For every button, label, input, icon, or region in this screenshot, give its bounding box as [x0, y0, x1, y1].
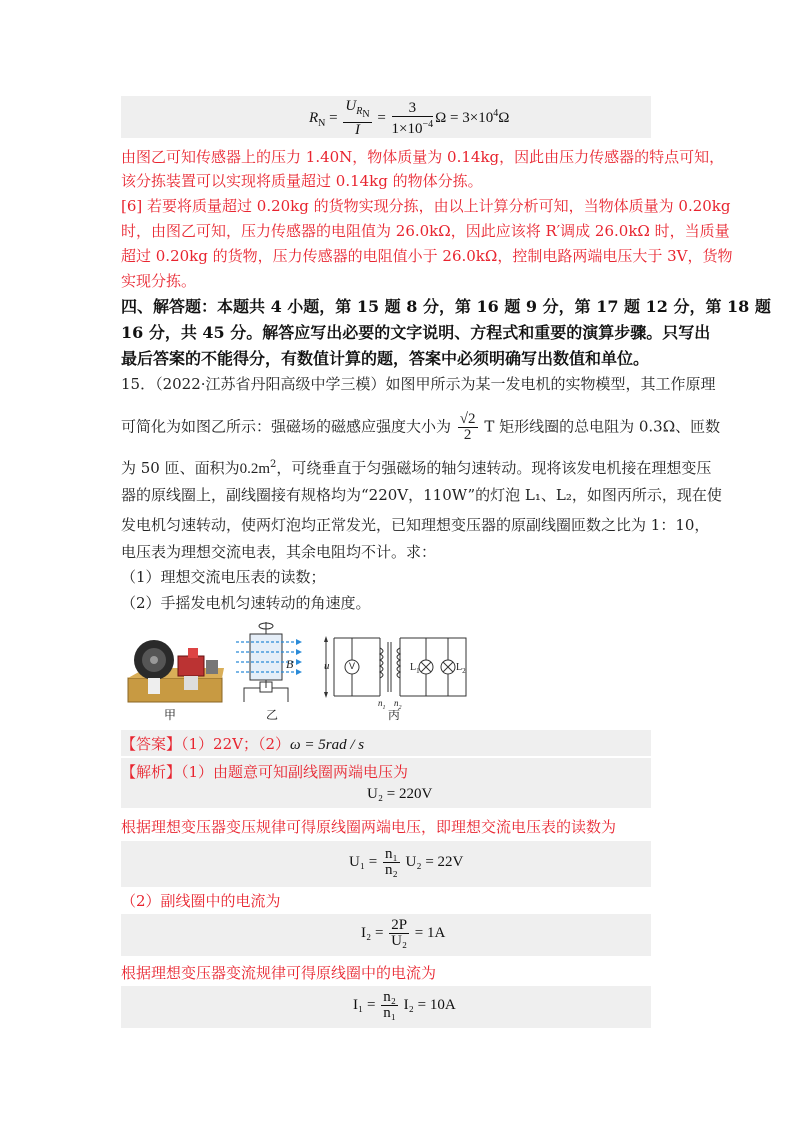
eq2-num: n₁: [385, 846, 398, 862]
equation-u2: U₂ = 220V: [367, 786, 433, 802]
q15-sub1: （1）理想交流电压表的读数；: [121, 568, 326, 586]
figure-label-yi: 乙: [266, 708, 279, 722]
q15-frac-num: √2: [459, 411, 476, 427]
para1-line1: 由图乙可知传感器上的压力 1.40N，物体质量为 0.14kg，因此由压力传感器的特点可知，: [121, 148, 725, 166]
eq4-fraction: [381, 990, 398, 1021]
q15-line4: 器的原线圈上，副线圈接有规格均为“220V，110W”的灯泡 L₁、L₂，如图丙所示，现在使: [121, 486, 722, 504]
eq4-den: n₁: [383, 1005, 396, 1021]
lamp-l1-letter: L: [410, 662, 417, 673]
para6-line2: 时，由图乙可知，压力传感器的电阻值为 26.0kΩ，因此应该将 R′调成 26.0kΩ 时，当质量: [121, 222, 730, 240]
answer-row: [121, 730, 651, 756]
q15-line3: [121, 454, 711, 480]
q15-line5: 发电机匀速转动，使两灯泡均正常发光，已知理想变压器的原副线圈匝数之比为 1：10，: [121, 516, 710, 534]
answer-part2: ω = 5rad / s: [290, 737, 365, 753]
eq-fraction-1: [343, 99, 371, 138]
q15-line6: 电压表为理想交流电表，其余电阻均不计。求：: [121, 543, 437, 561]
coil-diagram: [234, 618, 314, 714]
section4-line3: 最后答案的不能得分，有数值计算的题，答案中必须明确写出数值和单位。: [121, 349, 650, 368]
analysis-text3: （2）副线圈中的电流为: [121, 892, 281, 910]
figure-label-jia: 甲: [164, 708, 177, 722]
eq2-fraction: [383, 847, 400, 878]
field-label-b: B: [286, 657, 294, 671]
turns-n1-letter: n: [378, 698, 383, 708]
eq3-den: U₂: [391, 933, 408, 949]
eq-unit-1: Ω: [435, 109, 447, 126]
eq2-lhs: U₁ =: [349, 853, 378, 870]
para1-line2: 该分拣装置可以实现将质量超过 0.14kg 的物体分拣。: [121, 172, 483, 190]
equation-box-u1: [121, 841, 651, 887]
eq4-lhs: I₁ =: [353, 996, 376, 1013]
eq4-rhs: I₂ = 10A: [403, 996, 456, 1013]
para6-line3: 超过 0.20kg 的货物，压力传感器的电阻值小于 26.0kΩ，控制电路两端电压大于 3V，货物: [121, 247, 733, 265]
analysis-tag: 【解析】: [121, 763, 182, 781]
q15-line3-a: 为 50 匝、面积为: [121, 459, 240, 477]
equation-i1: [353, 990, 456, 1021]
eq4-num: n₂: [383, 989, 396, 1005]
answer-text: [121, 733, 364, 754]
answer-part1: （1）22V；（2）: [181, 735, 291, 753]
q15-sub2: （2）手摇发电机匀速转动的角速度。: [121, 594, 371, 612]
turns-n1-sub: 1: [382, 704, 386, 711]
q15-line1: 15．（2022·江苏省丹阳高级中学三模）如图甲所示为某一发电机的实物模型，其工作原理: [121, 375, 716, 393]
eq-unit-2: Ω: [498, 109, 510, 126]
analysis-text1: [121, 761, 408, 782]
lamp-l2-sub: 2: [462, 667, 466, 675]
eq-lhs: R: [309, 109, 319, 126]
eq-rhs: = 3×10: [450, 109, 494, 126]
lamp-l2-letter: L: [456, 662, 463, 673]
eq-rhs-exp: 4: [493, 107, 499, 119]
analysis-text4: 根据理想变压器变流规律可得原线圈中的电流为: [121, 964, 437, 982]
turns-n2-sub: 2: [398, 704, 402, 711]
para6-line4: 实现分拣。: [121, 272, 197, 290]
answer-tag: 【答案】: [121, 735, 182, 753]
turns-n2-letter: n: [394, 698, 399, 708]
lamp-l2-label: [456, 662, 466, 675]
eq-fraction-2: [392, 101, 434, 137]
equation-box-i1: [121, 986, 651, 1028]
eq3-rhs: = 1A: [414, 924, 446, 941]
q15-area-exp: 2: [270, 459, 277, 470]
q15-field-fraction: [458, 412, 478, 443]
q15-line2: [121, 412, 720, 443]
equation-box-resistance: [121, 96, 651, 138]
section4-line1: 四、解答题：本题共 4 小题，第 15 题 8 分，第 16 题 9 分，第 17 题 12 分，第 18 题: [121, 297, 771, 316]
equation-box-i2: [121, 914, 651, 956]
figure-label-bing: 丙: [388, 708, 401, 722]
voltmeter-label: V: [349, 661, 356, 671]
eq-lhs-sub: N: [318, 117, 326, 129]
eq-num-subsub: N: [362, 109, 370, 120]
section4-line2: 16 分，共 45 分。解答应写出必要的文字说明、方程式和重要的演算步骤。只写出: [121, 323, 711, 342]
equation-u1: [349, 847, 463, 878]
q15-line2-b: T 矩形线圈的总电阻为 0.3Ω、匝数: [484, 417, 721, 436]
eq-frac2-exp: −4: [422, 118, 434, 130]
turns-n1-label: [378, 698, 386, 711]
q15-line2-a: 可简化为如图乙所示：强磁场的磁感应强度大小为: [121, 417, 452, 436]
eq2-rhs: U₂ = 22V: [405, 853, 464, 870]
lamp-l1-label: [410, 662, 420, 675]
q15-line3-b: ，可绕垂直于匀强磁场的轴匀速转动。现将该发电机接在理想变压: [276, 459, 712, 477]
equation-resistance: $R_N$ = $\frac{U_{R_N}}{I}$ = $\frac{3}{1\times 10^{-4}}$ $\Omega = 3\times 10^4\Omega$: [309, 98, 510, 138]
q15-area: 0.2m: [239, 461, 271, 477]
eq2-den: n₂: [385, 862, 398, 878]
analysis-text2: 根据理想变压器变压规律可得原线圈两端电压，即理想交流电压表的读数为: [121, 818, 617, 836]
eq-frac2-den: 1×10: [391, 120, 423, 137]
lamp-l1-sub: 1: [416, 667, 420, 675]
eq-frac2-num: 3: [392, 101, 434, 117]
eq3-num: 2P: [391, 917, 408, 933]
analysis-text1-body: （1）由题意可知副线圈两端电压为: [181, 763, 409, 781]
eq-num: U: [345, 98, 357, 114]
eq-den: I: [354, 122, 360, 138]
eq3-lhs: I₂ =: [361, 924, 384, 941]
voltage-label-u: u: [324, 660, 330, 672]
generator-photo-image: [126, 630, 226, 710]
figures-row: [126, 618, 596, 722]
q15-frac-den: 2: [463, 427, 472, 443]
eq-num-sub: R: [356, 106, 363, 117]
analysis-block-1: [121, 758, 651, 808]
equation-i2: [361, 918, 445, 949]
eq3-fraction: [389, 918, 409, 949]
para6-line1: [6] 若要将质量超过 0.20kg 的货物实现分拣，由以上计算分析可知，当物体质量为 0.20kg: [121, 197, 731, 215]
